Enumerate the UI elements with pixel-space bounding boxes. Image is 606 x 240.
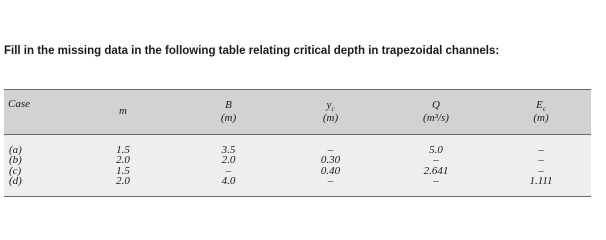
header-yc: $y_c$ (m) xyxy=(280,90,381,134)
column-ec xyxy=(491,134,591,196)
b-cell: 3.5 xyxy=(221,143,236,156)
ec-cell: – xyxy=(538,154,544,166)
table-body-row xyxy=(4,134,591,196)
q-cell: – xyxy=(433,175,439,187)
column-case xyxy=(4,134,69,196)
data-table xyxy=(4,90,591,196)
column-q xyxy=(381,134,491,196)
case-cell: (a) xyxy=(9,143,22,156)
column-m xyxy=(69,134,177,196)
critical-depth-table xyxy=(4,89,591,197)
case-cell: (d) xyxy=(9,175,22,187)
header-ec-unit: (m) xyxy=(533,111,549,124)
yc-cell: 0.40 xyxy=(320,164,341,177)
header-m: m xyxy=(69,90,177,134)
q-cell: 2.641 xyxy=(423,164,449,177)
q-cell: – xyxy=(433,154,439,166)
header-ec: $E_c$ (m) xyxy=(491,90,591,134)
b-cell: 2.0 xyxy=(221,154,236,166)
header-b-unit: (m) xyxy=(220,111,237,124)
header-b: B (m) xyxy=(177,90,280,134)
yc-cell: 0.30 xyxy=(320,154,341,166)
header-q: Q (m³/s) xyxy=(381,90,491,134)
case-cell: (c) xyxy=(9,164,22,177)
ec-cell: 1.111 xyxy=(529,175,553,187)
header-case: Case xyxy=(4,90,69,134)
q-cell: 5.0 xyxy=(429,143,443,156)
column-b xyxy=(177,134,280,196)
b-cell: 4.0 xyxy=(221,175,236,187)
problem-statement: Fill in the missing data in the following table relating critical depth in trapezoidal channels: xyxy=(4,45,500,57)
ec-cell: – xyxy=(538,164,544,177)
yc-cell: – xyxy=(327,175,334,187)
header-q-unit: (m³/s) xyxy=(423,111,449,124)
ec-cell: – xyxy=(538,143,544,156)
header-yc-unit: (m) xyxy=(322,111,339,124)
b-cell: – xyxy=(225,164,232,177)
m-cell: 2.0 xyxy=(116,154,130,166)
m-cell: 2.0 xyxy=(116,175,130,187)
table-header-row xyxy=(4,90,591,134)
yc-cell: – xyxy=(327,143,334,156)
m-cell: 1.5 xyxy=(116,143,130,156)
m-cell: 1.5 xyxy=(116,164,130,177)
case-cell: (b) xyxy=(9,154,22,166)
column-yc xyxy=(280,134,381,196)
